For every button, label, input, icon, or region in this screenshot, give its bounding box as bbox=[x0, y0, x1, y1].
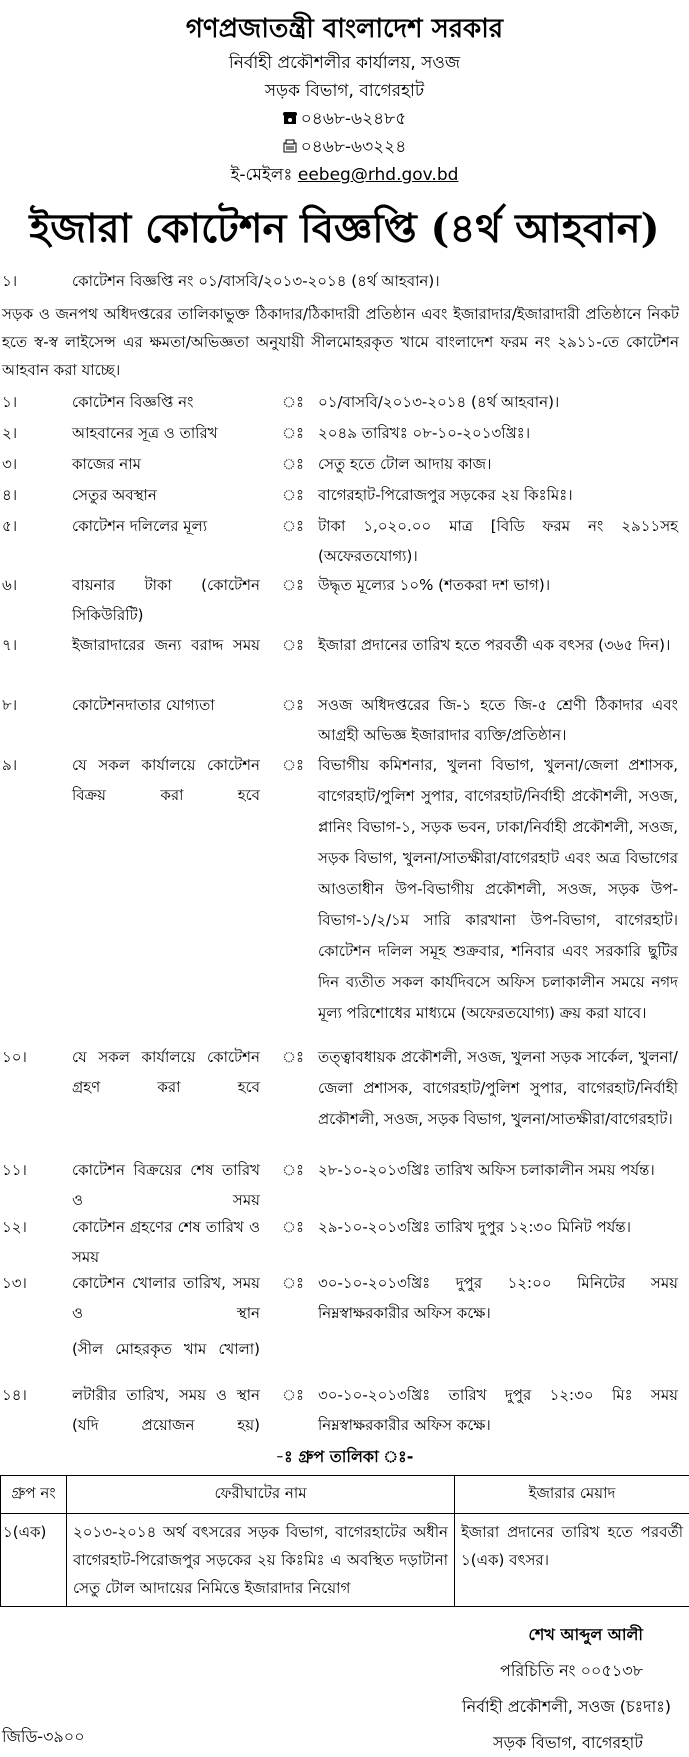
item-colon: ঃ bbox=[282, 1042, 304, 1072]
group-table bbox=[0, 1475, 689, 1607]
table-row bbox=[1, 1514, 689, 1607]
phone-number: ০৪৬৮-৬২৪৮৫ bbox=[301, 109, 407, 129]
item-number: ৬। bbox=[2, 570, 17, 600]
item-colon: ঃ bbox=[282, 570, 304, 600]
signatory-id: পরিচিতি নং ০০৫১৩৮ bbox=[500, 1658, 643, 1685]
item-label: কাজের নাম bbox=[72, 449, 260, 479]
item-label: যে সকল কার্যালয়ে কোটেশন গ্রহণ করা হবে bbox=[72, 1042, 260, 1102]
email-label: ই-মেইলঃ bbox=[231, 165, 293, 185]
fax-icon bbox=[283, 139, 297, 153]
item-number: ১৪। bbox=[2, 1380, 27, 1410]
item-number: ১২। bbox=[2, 1212, 27, 1242]
item-value: ২৯-১০-২০১৩খ্রিঃ তারিখ দুপুর ১২:৩০ মিনিট পর্যন্ত। bbox=[318, 1212, 678, 1242]
item-number: ১৩। bbox=[2, 1268, 27, 1298]
col-header-lease-period: ইজারার মেয়াদ bbox=[455, 1476, 689, 1514]
item-label bbox=[72, 1268, 260, 1364]
item-value: ইজারা প্রদানের তারিখ হতে পরবর্তী এক বৎসর (৩৬৫ দিন)। bbox=[318, 630, 678, 660]
item-label: আহবানের সূত্র ও তারিখ bbox=[72, 418, 260, 448]
signatory-division: সড়ক বিভাগ, বাগেরহাট bbox=[493, 1730, 643, 1757]
item-colon: ঃ bbox=[282, 480, 304, 510]
item-value: উদ্ধৃত মূল্যের ১০% (শতকরা দশ ভাগ)। bbox=[318, 570, 678, 600]
dg-number: জিডি-৩৯০০ bbox=[2, 1724, 85, 1751]
item-value: ০১/বাসবি/২০১৩-২০১৪ (৪র্থ আহবান)। bbox=[318, 387, 678, 417]
email-line bbox=[0, 162, 689, 190]
item-colon: ঃ bbox=[282, 1212, 304, 1242]
item-colon: ঃ bbox=[282, 418, 304, 448]
item-label: লটারীর তারিখ, সময় ও স্থান (যদি প্রয়োজন হয়) bbox=[72, 1380, 260, 1440]
item-value: সওজ অধিদপ্তরের জি-১ হতে জি-৫ শ্রেণী ঠিকাদার এবং আগ্রহী অভিজ্ঞ ইজারাদার ব্যক্তি/প্রতিষ্ঠান। bbox=[318, 690, 678, 750]
group-table-header bbox=[1, 1476, 689, 1514]
item-label-extra: (সীল মোহরকৃত খাম খোলা) bbox=[72, 1334, 260, 1364]
item-value: তত্ত্বাবধায়ক প্রকৌশলী, সওজ, খুলনা সড়ক সার্কেল, খুলনা/জেলা প্রশাসক, বাগেরহাট/পুলিশ সুপার, বাগেরহাট/নির্বাহী প্রকৌশলী, সওজ, সড়ক বিভাগ, খুলনা/সাতক্ষীরা/বাগেরহাট। bbox=[318, 1042, 678, 1135]
item-label-main: কোটেশন খোলার তারিখ, সময় ও স্থান bbox=[72, 1274, 260, 1322]
signatory-name: শেখ আব্দুল আলী bbox=[528, 1622, 643, 1649]
item-value: টাকা ১,০২০.০০ মাত্র [বিডি ফরম নং ২৯১১সহ (অফেরতযোগ্য)। bbox=[318, 511, 678, 571]
item-number: ১০। bbox=[2, 1042, 27, 1072]
division-name: সড়ক বিভাগ, বাগেরহাট bbox=[0, 78, 689, 106]
item-value: ৩০-১০-২০১৩খ্রিঃ দুপুর ১২:০০ মিনিটের সময় নিম্নস্বাক্ষরকারীর অফিস কক্ষে। bbox=[318, 1268, 678, 1328]
item-label: কোটেশন বিজ্ঞপ্তি নং bbox=[72, 387, 260, 417]
fax-line bbox=[0, 134, 689, 162]
cell-group-no: ১(এক) bbox=[1, 1514, 67, 1607]
cell-lease-period: ইজারা প্রদানের তারিখ হতে পরবর্তী ১(এক) বৎসর। bbox=[455, 1514, 689, 1607]
telephone-icon bbox=[283, 111, 297, 125]
notice-number-index: ১। bbox=[2, 270, 17, 295]
item-value: ২৮-১০-২০১৩খ্রিঃ তারিখ অফিস চলাকালীন সময় পর্যন্ত। bbox=[318, 1155, 678, 1185]
item-value: বিভাগীয় কমিশনার, খুলনা বিভাগ, খুলনা/জেলা প্রশাসক, বাগেরহাট/পুলিশ সুপার, বাগেরহাট/নির্বাহী প্রকৌশলী, সওজ, প্লানিং বিভাগ-১, সড়ক ভবন, ঢাকা/নির্বাহী প্রকৌশলী, সওজ, সড়ক বিভাগ, খুলনা/সাতক্ষীরা/বাগেরহাট এবং অত্র বিভাগের আওতাধীন উপ-বিভাগীয় প্রকৌশলী, সওজ, সড়ক উপ-বিভাগ-১/২/১ম সারি কারখানা উপ-বিভাগ, বাগেরহাট। কোটেশন দলিল সমূহ শুক্রবার, শনিবার এবং সরকারি ছুটির দিন ব্যতীত সকল কার্যদিবসে অফিস চলাকালীন সময়ে নগদ মূল্য পরিশোধের মাধ্যমে (অফেরতযোগ্য) ক্রয় করা যাবে। bbox=[318, 750, 678, 1029]
item-colon: ঃ bbox=[282, 1268, 304, 1298]
item-label: কোটেশন বিক্রয়ের শেষ তারিখ ও সময় bbox=[72, 1155, 260, 1215]
item-value: ২০৪৯ তারিখঃ ০৮-১০-২০১৩খ্রিঃ। bbox=[318, 418, 678, 448]
item-colon: ঃ bbox=[282, 690, 304, 720]
item-label: কোটেশন দলিলের মূল্য bbox=[72, 511, 260, 541]
fax-number: ০৪৬৮-৬৩২২৪ bbox=[301, 137, 407, 157]
signatory-designation: নির্বাহী প্রকৌশলী, সওজ (চঃদাঃ) bbox=[462, 1694, 671, 1721]
item-label: ইজারাদারের জন্য বরাদ্দ সময় bbox=[72, 630, 260, 660]
item-colon: ঃ bbox=[282, 1155, 304, 1185]
item-number: ১। bbox=[2, 387, 17, 417]
email-link[interactable]: eebeg@rhd.gov.bd bbox=[298, 165, 459, 185]
item-label: কোটেশনদাতার যোগ্যতা bbox=[72, 690, 260, 720]
item-colon: ঃ bbox=[282, 750, 304, 780]
item-number: ২। bbox=[2, 418, 17, 448]
item-number: ৩। bbox=[2, 449, 17, 479]
item-label: যে সকল কার্যালয়ে কোটেশন বিক্রয় করা হবে bbox=[72, 750, 260, 810]
col-header-ferry-name: ফেরীঘাটের নাম bbox=[67, 1476, 455, 1514]
item-label: সেতুর অবস্থান bbox=[72, 480, 260, 510]
office-name: নির্বাহী প্রকৌশলীর কার্যালয়, সওজ bbox=[0, 50, 689, 78]
intro-paragraph: সড়ক ও জনপথ অধিদপ্তরের তালিকাভুক্ত ঠিকাদার/ঠিকাদারী প্রতিষ্ঠান এবং ইজারাদার/ইজারাদারী প্রতিষ্ঠানে নিকট হতে স্ব-স্ব লাইসেন্স এর ক্ষমতা/অভিজ্ঞতা অনুযায়ী সীলমোহরকৃত খামে বাংলাদেশ ফরম নং ২৯১১-তে কোটেশন আহবান করা যাচ্ছে। bbox=[2, 300, 679, 384]
col-header-group-no: গ্রুপ নং bbox=[1, 1476, 67, 1514]
item-colon: ঃ bbox=[282, 449, 304, 479]
item-colon: ঃ bbox=[282, 1380, 304, 1410]
government-title: গণপ্রজাতন্ত্রী বাংলাদেশ সরকার bbox=[0, 8, 689, 52]
item-label: কোটেশন গ্রহণের শেষ তারিখ ও সময় bbox=[72, 1212, 260, 1272]
item-label: বায়নার টাকা (কোটেশন সিকিউরিটি) bbox=[72, 570, 260, 630]
item-number: ৫। bbox=[2, 511, 17, 541]
cell-ferry-name: ২০১৩-২০১৪ অর্থ বৎসরের সড়ক বিভাগ, বাগেরহাটের অধীন বাগেরহাট-পিরোজপুর সড়কের ২য় কিঃমিঃ এ অবস্থিত দড়াটানা সেতু টোল আদায়ের নিমিত্তে ইজারাদার নিয়োগ bbox=[67, 1514, 455, 1607]
item-number: ৯। bbox=[2, 750, 17, 780]
item-colon: ঃ bbox=[282, 387, 304, 417]
item-colon: ঃ bbox=[282, 511, 304, 541]
item-value: সেতু হতে টোল আদায় কাজ। bbox=[318, 449, 678, 479]
item-value: বাগেরহাট-পিরোজপুর সড়কের ২য় কিঃমিঃ। bbox=[318, 480, 678, 510]
group-list-title: -ঃ গ্রুপ তালিকা ঃ- bbox=[0, 1444, 689, 1471]
phone-line bbox=[0, 106, 689, 134]
notice-title: ইজারা কোটেশন বিজ্ঞপ্তি (৪র্থ আহবান) bbox=[0, 197, 689, 264]
item-number: ৭। bbox=[2, 630, 17, 660]
item-value: ৩০-১০-২০১৩খ্রিঃ তারিখ দুপুর ১২:৩০ মিঃ সময় নিম্নস্বাক্ষরকারীর অফিস কক্ষে। bbox=[318, 1380, 678, 1440]
item-number: ১১। bbox=[2, 1155, 27, 1185]
item-number: ৮। bbox=[2, 690, 17, 720]
notice-number-text: কোটেশন বিজ্ঞপ্তি নং ০১/বাসবি/২০১৩-২০১৪ (৪র্থ আহবান)। bbox=[72, 270, 440, 295]
item-colon: ঃ bbox=[282, 630, 304, 660]
item-number: ৪। bbox=[2, 480, 17, 510]
